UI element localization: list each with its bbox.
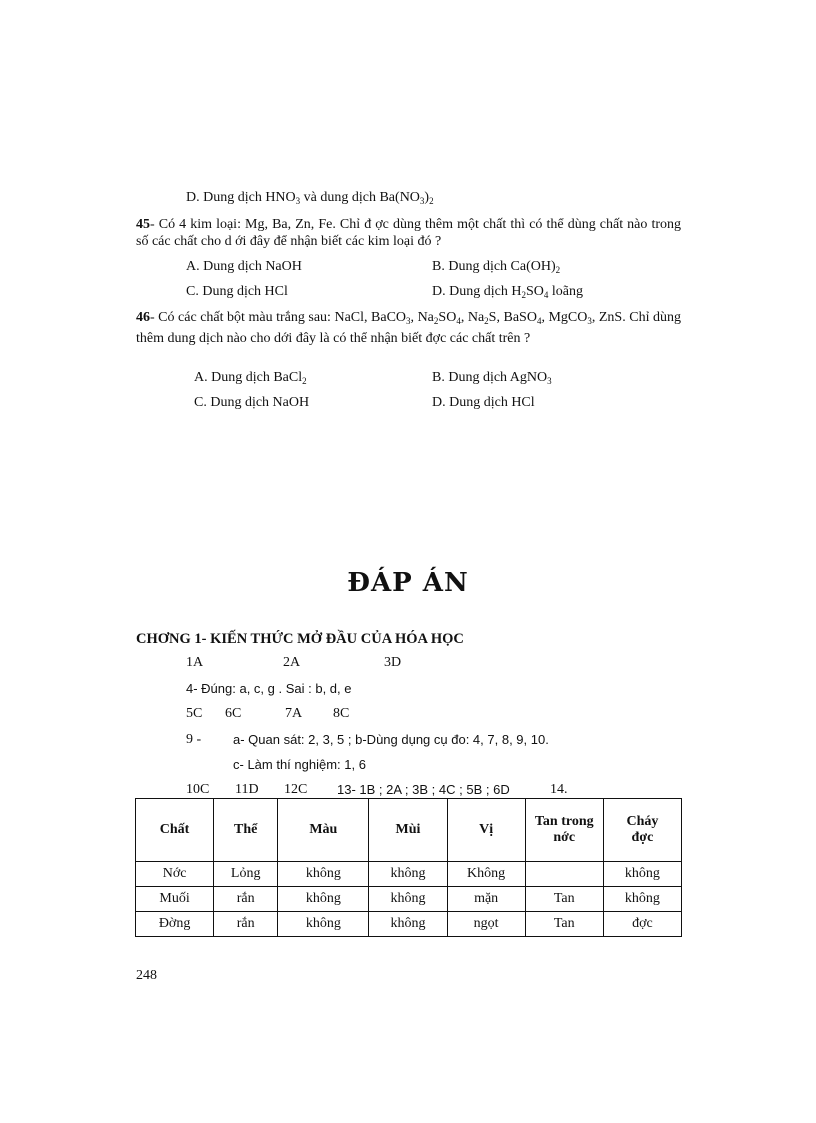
q45-option-b <box>432 259 560 275</box>
q46-option-b-text: B. Dung dịch AgNO <box>432 370 548 385</box>
answer-line-6: 14. <box>550 782 568 797</box>
answer-line-4: a- Quan sát: 2, 3, 5 ; b-Dùng dụng cụ đo: 4, 7, 8, 9, 10. <box>233 732 549 747</box>
q45-option-d-text: SO <box>525 284 544 299</box>
table-header: Chất <box>136 799 214 862</box>
q44-option-d-part: và dung dịch Ba(NO <box>300 190 420 205</box>
table-cell: Lỏng <box>214 862 278 887</box>
answer-line-2: 4- Đúng: a, c, g . Sai : b, d, e <box>186 681 352 696</box>
question-text: , ZnS. Chỉ dùng thêm dung dịch nào cho dới đây là có thể nhận biết đợc các chất trên ? <box>136 310 681 346</box>
question-number: 45 <box>136 217 150 232</box>
q45-option-d <box>432 284 583 300</box>
table-cell: Không <box>447 862 525 887</box>
q46-option-d: D. Dung dịch HCl <box>432 395 535 410</box>
table-cell: Tan <box>525 912 603 937</box>
q45-option-c: C. Dung dịch HCl <box>186 284 288 299</box>
answer-line-1: 3D <box>384 655 402 670</box>
subscript: 2 <box>429 196 434 206</box>
subscript: 3 <box>587 316 592 326</box>
page-number: 248 <box>136 968 157 983</box>
table-header: Cháy đợc <box>603 799 681 862</box>
q44-option-d-part: ) <box>424 190 430 205</box>
subscript: 2 <box>521 290 526 300</box>
q44-option-d-part: D. Dung dịch HNO <box>186 190 296 205</box>
subscript: 2 <box>484 316 489 326</box>
properties-table <box>135 798 682 937</box>
answer-line-6: 12C <box>284 782 308 797</box>
subscript: 2 <box>302 376 307 386</box>
question-text: , Na <box>460 310 485 325</box>
subscript: 3 <box>419 196 425 206</box>
q45-stem <box>136 216 681 250</box>
q44-option-d <box>186 190 434 206</box>
q46-stem <box>136 309 681 347</box>
answer-line-3: 6C <box>225 706 242 721</box>
answer-line-6: 10C <box>186 782 210 797</box>
table-cell: không <box>278 862 369 887</box>
table-cell: mặn <box>447 887 525 912</box>
table-cell: rắn <box>214 912 278 937</box>
table-cell: rắn <box>214 887 278 912</box>
table-header: Thể <box>214 799 278 862</box>
subscript: 2 <box>433 316 439 326</box>
q46-option-a-text: A. Dung dịch BaCl <box>194 370 303 385</box>
table-row <box>136 887 682 912</box>
table-header-row <box>136 799 682 862</box>
table-header: Mùi <box>369 799 447 862</box>
table-cell <box>525 862 603 887</box>
table-cell: không <box>369 912 447 937</box>
subscript: 4 <box>543 290 549 300</box>
q46-option-c: C. Dung dịch NaOH <box>194 395 310 410</box>
answer-line-4-num: 9 - <box>186 732 202 747</box>
table-cell: không <box>278 912 369 937</box>
q45-option-d-text: loãng <box>548 284 583 299</box>
q46-option-b <box>432 370 552 386</box>
answer-line-5: c- Làm thí nghiệm: 1, 6 <box>233 757 366 772</box>
answer-line-6: 13- 1B ; 2A ; 3B ; 4C ; 5B ; 6D <box>337 782 510 797</box>
table-cell: Muối <box>136 887 214 912</box>
question-text: - Có 4 kim loại: Mg, Ba, Zn, Fe. Chỉ đ ợc dùng thêm một chất thì có thể dùng chất nào trong số các chất cho d ới đây để nhận biết các kim loại đó ? <box>136 217 681 249</box>
question-text: , Na <box>410 310 434 325</box>
q45-option-a: A. Dung dịch NaOH <box>186 259 302 274</box>
table-cell: không <box>369 862 447 887</box>
answer-line-1: 1A <box>186 655 204 670</box>
table-header: Tan trong nớc <box>525 799 603 862</box>
answer-line-6: 11D <box>235 782 259 797</box>
answer-heading: ĐÁP ÁN <box>347 568 469 598</box>
table-header: Màu <box>278 799 369 862</box>
table-cell: không <box>369 887 447 912</box>
subscript: 4 <box>536 316 542 326</box>
subscript: 3 <box>547 376 552 386</box>
answer-line-3: 5C <box>186 706 203 721</box>
table-cell: đợc <box>603 912 681 937</box>
subscript: 3 <box>295 196 301 206</box>
table-row <box>136 912 682 937</box>
subscript: 4 <box>456 316 461 326</box>
table-cell: Đờng <box>136 912 214 937</box>
q45-option-d-text: D. Dung dịch H <box>432 284 522 299</box>
q45-option-b-text: B. Dung dịch Ca(OH) <box>432 259 556 274</box>
table-header: Vị <box>447 799 525 862</box>
answer-line-1: 2A <box>283 655 301 670</box>
question-text: S, BaSO <box>488 310 537 325</box>
question-text: , MgCO <box>541 310 588 325</box>
table-cell: ngọt <box>447 912 525 937</box>
table-cell: không <box>603 887 681 912</box>
q46-option-a <box>194 370 307 386</box>
table-row <box>136 862 682 887</box>
subscript: 2 <box>555 265 561 275</box>
table-cell: Nớc <box>136 862 214 887</box>
question-number: 46 <box>136 310 150 325</box>
answer-line-3: 8C <box>333 706 350 721</box>
answer-line-3: 7A <box>285 706 303 721</box>
question-text: SO <box>438 310 457 325</box>
table-cell: Tan <box>525 887 603 912</box>
table-cell: không <box>278 887 369 912</box>
subscript: 3 <box>406 316 411 326</box>
question-text: - Có các chất bột màu trắng sau: NaCl, BaCO <box>150 310 407 325</box>
chapter-title: CHƠNG 1- KIẾN THỨC MỞ ĐẦU CỦA HÓA HỌC <box>136 631 464 647</box>
table-cell: không <box>603 862 681 887</box>
